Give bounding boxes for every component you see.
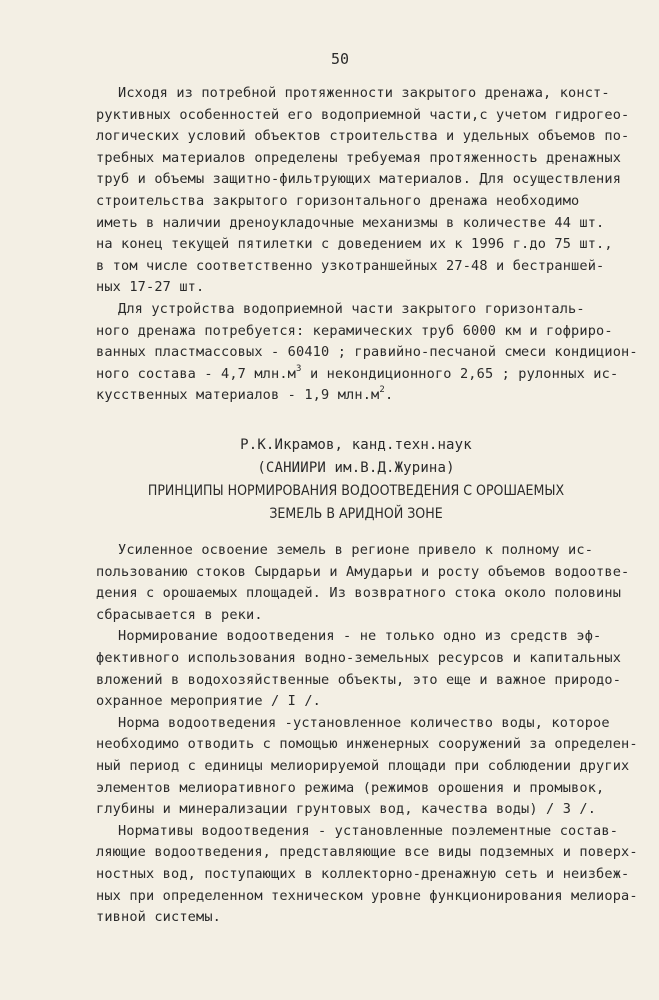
superscript: 3 [296, 363, 302, 374]
text-line: ванных пластмассовых - 60410 ; гравийно-песчаной смеси кондицион- [96, 344, 638, 361]
text-line: требных материалов определены требуемая протяженность дренажных [96, 149, 622, 166]
author-line: Р.К.Икрамов, канд.техн.наук [240, 437, 472, 453]
title-line: ЗЕМЕЛЬ В АРИДНОЙ ЗОНЕ [269, 506, 443, 522]
affiliation-line: (САНИИРИ им.В.Д.Журина) [257, 460, 455, 476]
text-line: ностных вод, поступающих в коллекторно-дренажную сеть и неизбеж- [96, 865, 630, 882]
text-line: Нормативы водоотведения - установленные поэлементные состав- [118, 822, 619, 839]
text-line [96, 363, 619, 386]
paragraph-4 [96, 821, 638, 929]
text-line: тивной системы. [96, 909, 222, 926]
text-line: охранное мероприятие / I /. [96, 693, 322, 710]
text-fragment: . [384, 387, 394, 404]
text-line: Норма водоотведения -установленное количество воды, которое [118, 714, 610, 731]
text-fragment: ного состава - 4,7 млн.м [96, 365, 297, 382]
paragraph-1 [96, 83, 630, 299]
text-line: пользованию стоков Сырдарьи и Амударьи и росту объемов водоотве- [96, 563, 630, 580]
title-line: ПРИНЦИПЫ НОРМИРОВАНИЯ ВОДООТВЕДЕНИЯ С ОРОШАЕМЫХ [147, 483, 565, 499]
text-line: строительства закрытого горизонтального дренажа необходимо [96, 192, 580, 209]
text-line: ных 17-27 шт. [96, 279, 205, 296]
article-header [96, 434, 616, 526]
superscript: 2 [379, 385, 385, 396]
page-number: 50 [330, 50, 350, 68]
text-line: вложений в водохозяйственные объекты, это еще и важное природо- [96, 671, 622, 688]
paragraph-1 [96, 540, 630, 626]
article-title [96, 480, 616, 526]
text-line: ного дренажа потребуется: керамических труб 6000 км и гофриро- [96, 322, 613, 339]
text-line: сбрасывается в реки. [96, 606, 263, 623]
text-line: труб и объемы защитно-фильтрующих материалов. Для осуществления [96, 171, 622, 188]
text-line: ных при определенном техническом уровне функционирования мелиора- [96, 887, 638, 904]
text-line: руктивных особенностей его водоприемной части,с учетом гидрогео- [96, 106, 630, 123]
paragraph-3 [96, 713, 638, 821]
text-line: Усиленное освоение земель в регионе привело к полному ис- [118, 542, 594, 558]
text-fragment: и некондиционного 2,65 ; рулонных ис- [301, 365, 619, 382]
paragraph-2 [96, 299, 638, 407]
text-line: глубины и минерализации грунтовых вод, качества воды) / 3 /. [96, 801, 597, 818]
text-line: логических условий объектов строительства и удельных объемов по- [96, 128, 630, 145]
section-1 [96, 83, 638, 407]
text-line: элементов мелиоративного режима (режимов орошения и промывок, [96, 779, 605, 796]
text-line: фективного использования водно-земельных ресурсов и капитальных [96, 649, 622, 666]
text-line: в том числе соответственно узкотраншейных 27-48 и бестраншей- [96, 257, 605, 274]
paragraph-2 [96, 626, 622, 712]
text-line: необходимо отводить с помощью инженерных сооружений за определен- [96, 736, 638, 753]
text-fragment: кусственных материалов - 1,9 млн.м [96, 387, 380, 404]
section-2 [96, 540, 638, 929]
text-line: Для устройства водоприемной части закрытого горизонталь- [118, 300, 585, 317]
text-line: ный период с единицы мелиорируемой площади при соблюдении других [96, 757, 630, 774]
text-line: дения с орошаемых площадей. Из возвратного стока около половины [96, 585, 622, 602]
text-line [96, 385, 616, 407]
text-line: на конец текущей пятилетки с доведением их к 1996 г.до 75 шт., [96, 236, 613, 253]
text-line: ляющие водоотведения, представляющие все виды подземных и поверх- [96, 844, 638, 861]
text-line: Нормирование водоотведения - не только одно из средств эф- [118, 628, 602, 645]
text-line: Исходя из потребной протяженности закрытого дренажа, конст- [118, 85, 610, 101]
text-line: иметь в наличии дреноукладочные механизмы в количестве 44 шт. [96, 214, 605, 231]
